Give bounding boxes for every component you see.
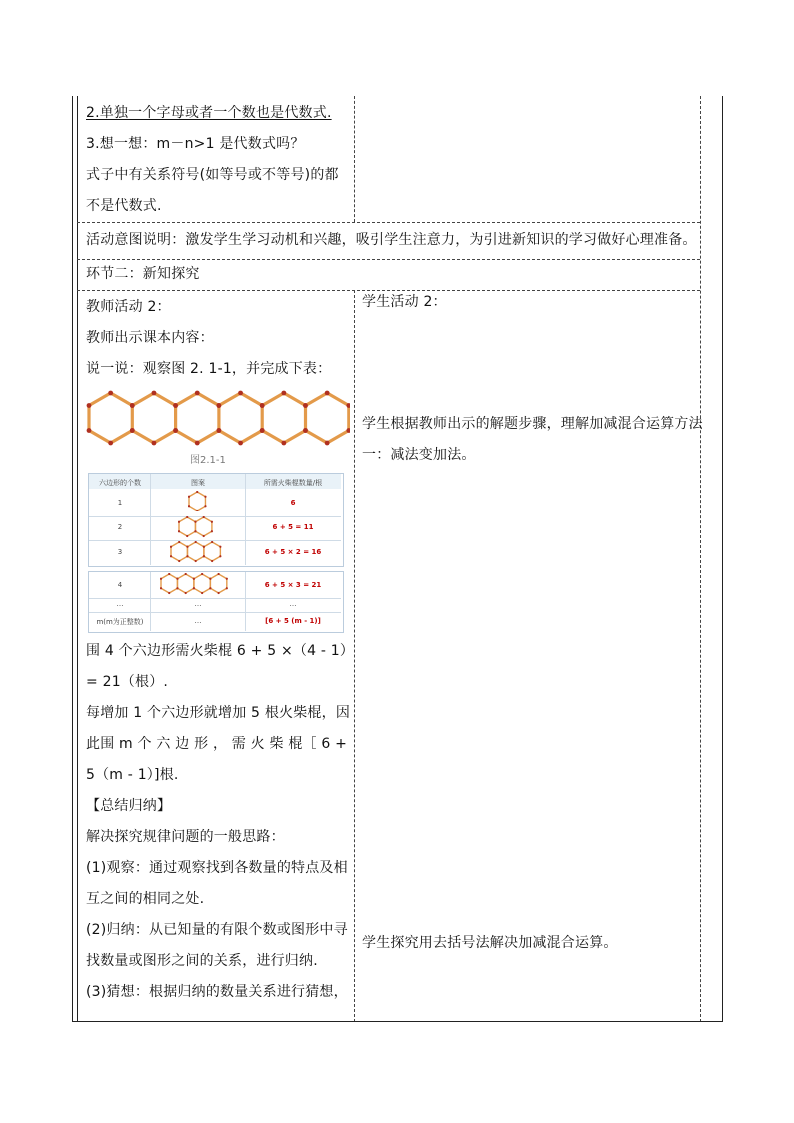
text-line: = 21（根）. — [86, 674, 169, 690]
match-head — [188, 496, 190, 498]
column-divider-lower — [354, 290, 355, 1022]
text-line: 解决探究规律问题的一般思路： — [86, 829, 285, 845]
match-head — [160, 578, 162, 580]
matchstick — [219, 588, 227, 593]
matchstick — [169, 588, 177, 593]
summary-title: 【总结归纳】 — [86, 798, 172, 814]
match-head — [188, 505, 190, 507]
match-head — [87, 428, 92, 433]
match-head — [203, 546, 205, 548]
match-head — [217, 592, 219, 594]
match-head — [130, 428, 135, 433]
table-cell: … — [289, 600, 297, 608]
matchstick — [212, 542, 220, 547]
match-head — [195, 391, 200, 396]
matchstick — [197, 393, 219, 406]
match-head — [185, 573, 187, 575]
match-head — [87, 403, 92, 408]
matchstick — [284, 431, 306, 444]
matchstick — [194, 588, 202, 593]
match-head — [217, 403, 222, 408]
matchstick — [176, 431, 198, 444]
match-head — [203, 555, 205, 557]
student-note: 一：减法变加法。 — [362, 447, 476, 463]
matchstick — [241, 431, 263, 444]
match-head — [195, 441, 200, 446]
matchstick — [197, 506, 205, 511]
match-head — [152, 391, 157, 396]
matchstick — [210, 588, 218, 593]
match-head — [152, 441, 157, 446]
matchstick — [187, 542, 195, 547]
matchstick — [262, 431, 284, 444]
matchstick — [186, 588, 194, 593]
text-line: 教师出示课本内容： — [86, 330, 214, 346]
match-head — [108, 391, 113, 396]
match-head — [201, 573, 203, 575]
table-header: 所需火柴棍数量/根 — [263, 479, 323, 487]
match-head — [173, 428, 178, 433]
matchstick — [284, 393, 306, 406]
matchstick — [212, 556, 220, 561]
matchstick — [171, 542, 179, 547]
match-head — [193, 578, 195, 580]
match-head — [186, 516, 188, 518]
matchstick — [197, 431, 219, 444]
matchstick — [132, 431, 154, 444]
matchstick — [204, 517, 212, 522]
table-border-right — [722, 96, 723, 1022]
matchstick — [219, 431, 241, 444]
match-head — [193, 587, 195, 589]
text-line: (3)猜想：根据归纳的数量关系进行猜想， — [86, 984, 348, 1000]
match-head — [325, 391, 330, 396]
match-head — [168, 592, 170, 594]
matchstick — [169, 574, 177, 579]
table-border-bottom — [72, 1021, 722, 1022]
matchstick — [186, 574, 194, 579]
table-border-right-inner — [700, 96, 701, 1022]
match-head — [204, 496, 206, 498]
match-head — [303, 403, 308, 408]
matchstick — [89, 393, 111, 406]
match-head — [186, 546, 188, 548]
match-head — [211, 560, 213, 562]
matchstick-hexagon-figure — [86, 390, 350, 448]
table-cell: … — [116, 600, 124, 608]
match-head — [203, 516, 205, 518]
matchstick — [197, 492, 205, 497]
matchstick — [306, 431, 328, 444]
table-cell: 6 + 5 = 11 — [272, 523, 314, 531]
matchstick — [177, 588, 185, 593]
matchstick — [176, 393, 198, 406]
matchstick — [202, 574, 210, 579]
text-line: 说一说：观察图 2. 1-1，并完成下表： — [86, 361, 332, 377]
table-cell: 6 — [290, 499, 296, 507]
row-divider-3 — [77, 290, 700, 291]
matchstick — [204, 556, 212, 561]
match-head — [219, 555, 221, 557]
matchstick — [195, 531, 203, 536]
text-line: 此围 m 个 六 边 形 ， 需 火 柴 棍［ 6 + — [86, 736, 348, 752]
text-line: 不是代数式. — [86, 198, 162, 214]
teacher-activity-title: 教师活动 2： — [86, 299, 171, 315]
table-cell: 6 + 5 × 3 = 21 — [264, 581, 322, 589]
matchstick — [210, 574, 218, 579]
match-head — [160, 587, 162, 589]
matchstick — [179, 542, 187, 547]
match-head — [281, 391, 286, 396]
match-head — [219, 546, 221, 548]
matchstick — [262, 393, 284, 406]
table-cell: … — [194, 617, 202, 625]
match-head — [195, 560, 197, 562]
match-head — [170, 546, 172, 548]
matchstick — [154, 393, 176, 406]
match-head — [185, 592, 187, 594]
text-line: 围 4 个六边形需火柴棍 6 + 5 ×（4 - 1） — [86, 643, 355, 659]
match-head — [217, 428, 222, 433]
table-cell: 6 + 5 × 2 = 16 — [264, 548, 322, 556]
match-head — [211, 530, 213, 532]
matchstick — [154, 431, 176, 444]
match-head — [130, 403, 135, 408]
match-head — [226, 587, 228, 589]
table-cell: [6 + 5 (m - 1)] — [265, 617, 321, 625]
row-divider-1 — [77, 222, 700, 223]
hex-pattern-2 — [178, 516, 218, 540]
match-head — [194, 530, 196, 532]
text-line: 3.想一想：m－n>1 是代数式吗？ — [86, 136, 305, 152]
match-head — [195, 541, 197, 543]
matchstick — [179, 517, 187, 522]
matchstick — [111, 393, 133, 406]
table-cell: 2 — [117, 523, 123, 531]
match-head — [260, 403, 265, 408]
match-head — [325, 441, 330, 446]
matchstick — [177, 574, 185, 579]
text-line: 2.单独一个字母或者一个数也是代数式. — [86, 105, 332, 121]
row-divider-2 — [77, 259, 700, 260]
matchstick — [111, 431, 133, 444]
activity-intent: 活动意图说明：激发学生学习动机和兴趣，吸引学生注意力，为引进新知识的学习做好心理准备。 — [86, 232, 697, 248]
matchstick — [187, 531, 195, 536]
matchstick — [202, 588, 210, 593]
hex-pattern-1 — [188, 491, 208, 511]
match-head — [178, 560, 180, 562]
table-cell: 3 — [117, 548, 123, 556]
match-head — [178, 521, 180, 523]
match-head — [201, 592, 203, 594]
matchstick — [219, 574, 227, 579]
match-head — [204, 505, 206, 507]
matchstick — [196, 556, 204, 561]
match-head — [186, 555, 188, 557]
text-line: 互之间的相同之处. — [86, 891, 205, 907]
matchstick — [196, 542, 204, 547]
matchstick — [327, 393, 349, 406]
table-cell: 4 — [117, 581, 123, 589]
matchstick — [89, 431, 111, 444]
match-head — [170, 555, 172, 557]
text-line: (2)归纳：从已知量的有限个数或图形中寻 — [86, 922, 348, 938]
match-head — [211, 521, 213, 523]
match-head — [260, 428, 265, 433]
match-head — [203, 535, 205, 537]
match-head — [217, 573, 219, 575]
match-head — [178, 530, 180, 532]
match-head — [173, 403, 178, 408]
table-border-left-inner — [77, 96, 78, 1022]
hex-pattern-3 — [170, 541, 228, 565]
matchstick — [195, 517, 203, 522]
table-header: 六边形的个数 — [99, 479, 141, 487]
matchstick — [161, 588, 169, 593]
match-head — [196, 491, 198, 493]
match-head — [281, 441, 286, 446]
match-head — [178, 541, 180, 543]
match-head — [209, 587, 211, 589]
text-line: 式子中有关系符号(如等号或不等号)的都 — [86, 167, 339, 183]
text-line: 每增加 1 个六边形就增加 5 根火柴棍，因 — [86, 705, 351, 721]
match-head — [303, 428, 308, 433]
figure-caption: 图2.1-1 — [190, 455, 226, 466]
student-activity-title: 学生活动 2： — [362, 294, 447, 310]
hex-pattern-4 — [160, 573, 238, 597]
matchstick — [189, 506, 197, 511]
matchstick — [219, 393, 241, 406]
matchstick — [187, 556, 195, 561]
matchstick — [194, 574, 202, 579]
match-head — [168, 573, 170, 575]
matchstick — [179, 531, 187, 536]
matchstick — [241, 393, 263, 406]
matchstick — [306, 393, 328, 406]
match-head — [186, 535, 188, 537]
matchstick — [171, 556, 179, 561]
student-note: 学生探究用去括号法解决加减混合运算。 — [362, 935, 618, 951]
match-head — [176, 587, 178, 589]
matchstick — [327, 431, 349, 444]
table-border-left — [72, 96, 73, 1022]
match-head — [238, 391, 243, 396]
matchstick — [204, 542, 212, 547]
matchstick — [187, 517, 195, 522]
matchstick — [179, 556, 187, 561]
text-line: 5（m - 1）]根. — [86, 767, 179, 783]
matchstick — [161, 574, 169, 579]
matchstick — [204, 531, 212, 536]
match-head — [211, 541, 213, 543]
matchstick — [132, 393, 154, 406]
student-note: 学生根据教师出示的解题步骤，理解加减混合运算方法 — [362, 416, 703, 432]
text-line: 找数量或图形之间的关系，进行归纳. — [86, 953, 318, 969]
text-line: (1)观察：通过观察找到各数量的特点及相 — [86, 860, 348, 876]
match-head — [176, 578, 178, 580]
table-header: 图案 — [191, 479, 205, 487]
match-head — [194, 521, 196, 523]
column-divider — [354, 96, 355, 222]
match-head — [238, 441, 243, 446]
matchstick — [189, 492, 197, 497]
table-cell: m(m为正整数) — [96, 618, 144, 626]
table-cell: 1 — [117, 499, 123, 507]
match-head — [226, 578, 228, 580]
table-cell: … — [194, 600, 202, 608]
match-head — [108, 441, 113, 446]
section-title: 环节二：新知探究 — [86, 266, 200, 282]
match-head — [209, 578, 211, 580]
